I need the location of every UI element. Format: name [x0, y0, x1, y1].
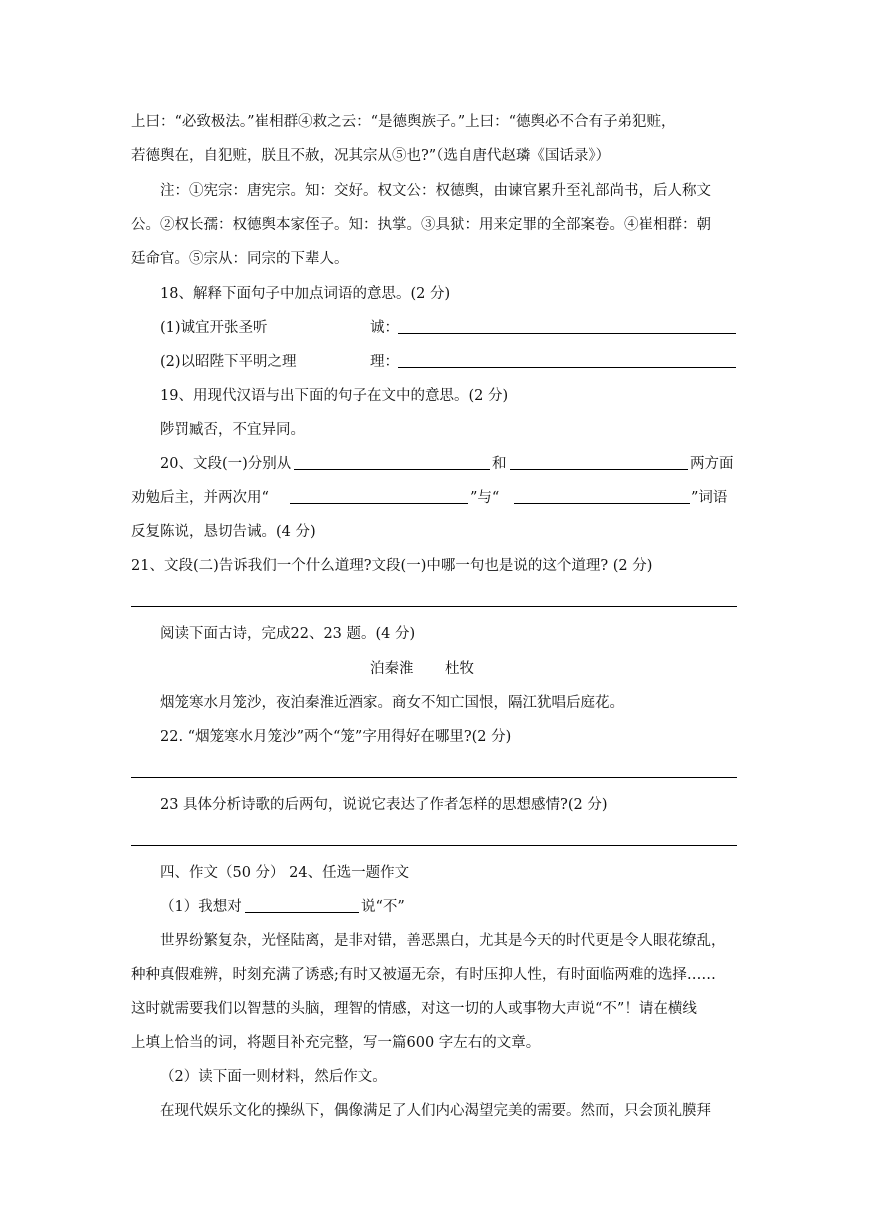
question-18-item-2: (2)以昭陛下平明之理	[160, 354, 297, 370]
essay-title-blank[interactable]	[245, 897, 359, 913]
question-20-part-3: 两方面	[690, 456, 734, 472]
question-19-sentence: 陟罚臧否，不宜异同。	[160, 422, 305, 438]
notes-line-3: 廷命官。⑤宗从：同宗的下辈人。	[131, 251, 349, 267]
poem-text: 烟笼寒水月笼沙，夜泊秦淮近酒家。商女不知亡国恨，隔江犹唱后庭花。	[160, 695, 624, 711]
question-20-part-7: 反复陈说，恳切告诫。(4 分)	[131, 524, 316, 540]
question-18-item-1-key: 诚：	[370, 320, 399, 336]
essay-option-1-b: 说“不”	[361, 899, 405, 915]
question-20-part-6: ”词语	[691, 490, 728, 506]
answer-line-23[interactable]	[131, 845, 737, 846]
essay-para-3: 这时就需要我们以智慧的头脑，理智的情感，对这一切的人或事物大声说“不”！请在横线	[131, 1001, 697, 1017]
essay-para-5: 在现代娱乐文化的操纵下，偶像满足了人们内心渴望完美的需要。然而，只会顶礼膜拜	[160, 1103, 711, 1119]
answer-line-21[interactable]	[131, 606, 737, 607]
answer-line-22[interactable]	[131, 777, 737, 778]
passage-line-2: 若德舆在，自犯赃，朕且不赦，况其宗从⑤也?”（选自唐代赵璘《国话录》）	[131, 148, 611, 164]
question-20-part-5: ”与“	[470, 490, 500, 506]
answer-blank-20-2[interactable]	[510, 454, 688, 470]
question-23-stem: 23 具体分析诗歌的后两句，说说它表达了作者怎样的思想感情?(2 分)	[160, 797, 608, 813]
poem-intro: 阅读下面古诗，完成22、23 题。(4 分)	[160, 626, 416, 642]
essay-option-2: （2）读下面一则材料，然后作文。	[160, 1069, 387, 1085]
essay-option-1-a: （1）我想对	[160, 899, 242, 915]
question-21-stem: 21、文段(二)告诉我们一个什么道理?文段(一)中哪一句也是说的这个道理? (2 分)	[131, 558, 653, 574]
passage-line-1: 上曰：“必致极法。”崔相群④救之云：“是德舆族子。”上曰：“德舆必不合有子弟犯赃，	[131, 114, 676, 130]
question-22-stem: 22. “烟笼寒水月笼沙”两个“笼”字用得好在哪里?(2 分)	[160, 729, 512, 745]
answer-blank-18-2[interactable]	[398, 352, 736, 368]
question-18-item-2-key: 理：	[370, 354, 399, 370]
essay-para-2: 种种真假难辨，时刻充满了诱惑;有时又被逼无奈，有时压抑人性，有时面临两难的选择……	[131, 967, 716, 983]
answer-blank-18-1[interactable]	[398, 318, 736, 334]
question-20-part-1: 20、文段(一)分别从	[160, 456, 292, 472]
answer-blank-20-3[interactable]	[290, 488, 468, 504]
essay-heading: 四、作文（50 分） 24、任选一题作文	[160, 865, 410, 881]
question-18-stem: 18、解释下面句子中加点词语的意思。(2 分)	[160, 286, 451, 302]
answer-blank-20-1[interactable]	[294, 454, 490, 470]
essay-para-1: 世界纷繁复杂，光怪陆离，是非对错，善恶黑白，尤其是今天的时代更是令人眼花缭乱，	[160, 933, 726, 949]
poem-title: 泊秦淮	[370, 661, 414, 677]
question-19-stem: 19、用现代汉语与出下面的句子在文中的意思。(2 分)	[160, 388, 509, 404]
question-20-part-2: 和	[492, 456, 507, 472]
poem-author: 杜牧	[445, 661, 474, 677]
answer-blank-20-4[interactable]	[514, 488, 690, 504]
question-20-part-4: 劝勉后主，并两次用“	[131, 490, 269, 506]
notes-line-2: 公。②权长孺：权德舆本家侄子。知：执掌。③具狱：用来定罪的全部案卷。④崔相群：朝	[131, 217, 711, 233]
notes-line-1: 注：①宪宗：唐宪宗。知：交好。权文公：权德舆，由谏官累升至礼部尚书，后人称文	[160, 183, 711, 199]
essay-para-4: 上填上恰当的词，将题目补充完整，写一篇600 字左右的文章。	[131, 1035, 541, 1051]
question-18-item-1: (1)诚宜开张圣听	[160, 320, 268, 336]
